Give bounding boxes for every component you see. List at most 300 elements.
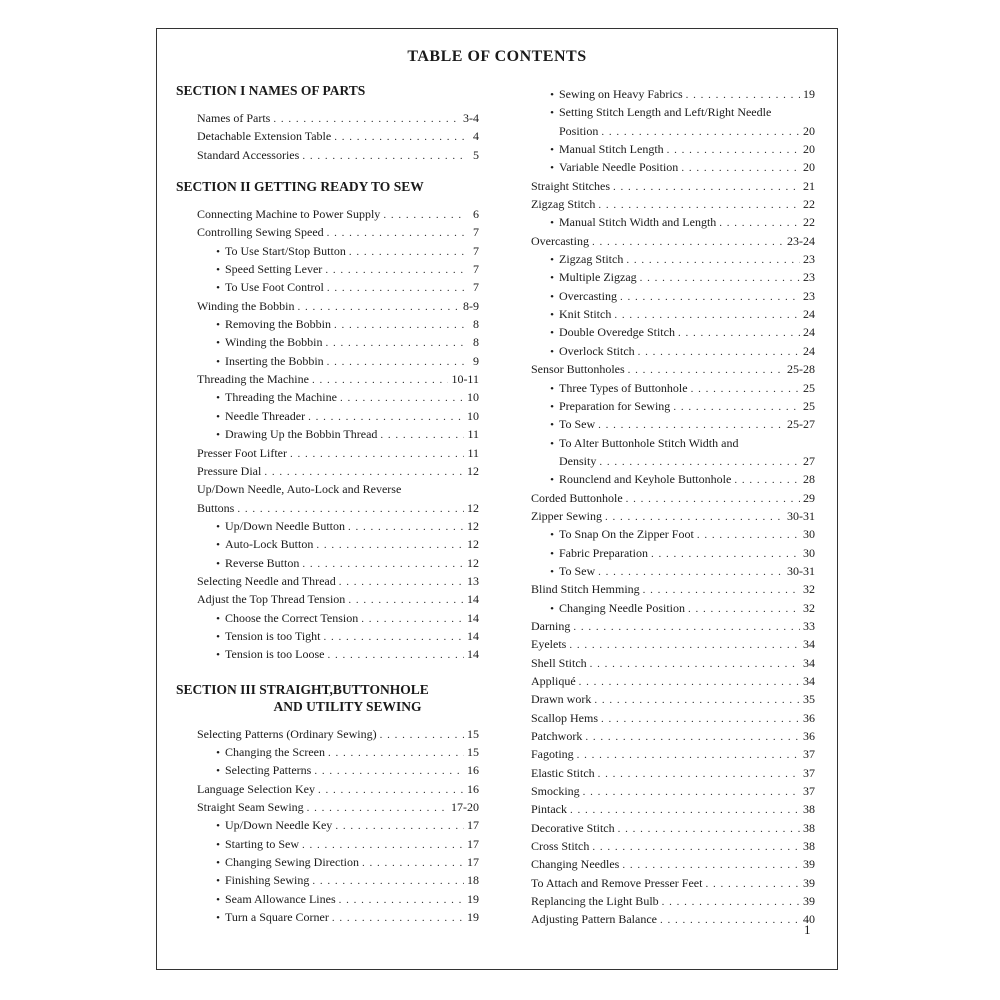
entry-page-number: 33 xyxy=(803,618,815,633)
section-entry-list xyxy=(176,110,479,165)
bullet-icon: • xyxy=(216,912,220,925)
dot-leader xyxy=(618,821,800,838)
toc-entry xyxy=(197,298,479,316)
dot-leader xyxy=(569,637,800,654)
toc-entry xyxy=(531,838,815,856)
dot-leader xyxy=(643,582,800,599)
entry-label: Rounclend and Keyhole Buttonhole xyxy=(559,472,732,487)
entry-label: Adjust the Top Thread Tension xyxy=(197,592,346,607)
toc-entry xyxy=(197,817,479,835)
bullet-icon: • xyxy=(550,107,554,120)
dot-leader xyxy=(605,509,784,526)
entry-label: Eyelets xyxy=(531,637,567,652)
entry-label: Straight Stitches xyxy=(531,178,610,193)
dot-leader xyxy=(328,745,464,762)
toc-entry xyxy=(197,147,479,165)
entry-label: Zigzag Stitch xyxy=(531,197,596,212)
dot-leader xyxy=(598,417,784,434)
entry-page-number: 25 xyxy=(803,380,815,395)
bullet-icon: • xyxy=(216,245,220,258)
bullet-icon: • xyxy=(216,893,220,906)
entry-label: Buttons xyxy=(197,500,235,515)
entry-label: To Alter Buttonhole Stitch Width and xyxy=(559,435,739,450)
section-entry-list xyxy=(176,726,479,928)
bullet-icon: • xyxy=(550,162,554,175)
toc-entry xyxy=(197,781,479,799)
entry-page-number: 12 xyxy=(467,518,479,533)
entry-label: Winding the Bobbin xyxy=(197,298,295,313)
entry-page-number: 38 xyxy=(803,802,815,817)
toc-entry xyxy=(197,646,479,664)
toc-entry xyxy=(531,380,815,398)
dot-leader xyxy=(237,501,464,518)
entry-label: Knit Stitch xyxy=(559,307,612,322)
toc-entry xyxy=(197,279,479,297)
toc-entry xyxy=(197,610,479,628)
entry-label: Threading the Machine xyxy=(197,372,309,387)
toc-entry xyxy=(531,453,815,471)
bullet-icon: • xyxy=(216,337,220,350)
entry-label: Selecting Patterns xyxy=(225,763,312,778)
toc-entry xyxy=(197,481,479,499)
entry-label: Setting Stitch Length and Left/Right Needle xyxy=(559,105,772,120)
dot-leader xyxy=(362,855,464,872)
dot-leader xyxy=(325,262,466,279)
dot-leader xyxy=(334,129,466,146)
entry-label: Starting to Sew xyxy=(225,836,299,851)
entry-page-number: 24 xyxy=(803,343,815,358)
dot-leader xyxy=(662,894,800,911)
toc-entry xyxy=(531,875,815,893)
entry-page-number: 12 xyxy=(467,537,479,552)
toc-entry xyxy=(531,673,815,691)
entry-label: Pintack xyxy=(531,802,567,817)
entry-page-number: 23-24 xyxy=(787,233,815,248)
dot-leader xyxy=(380,427,464,444)
entry-label: Smocking xyxy=(531,784,580,799)
toc-entry xyxy=(197,555,479,573)
entry-label: Fagoting xyxy=(531,747,574,762)
entry-page-number: 14 xyxy=(467,628,479,643)
entry-page-number: 14 xyxy=(467,592,479,607)
entry-page-number: 7 xyxy=(473,243,479,258)
toc-entry xyxy=(531,618,815,636)
bullet-icon: • xyxy=(550,327,554,340)
entry-label: To Attach and Remove Presser Feet xyxy=(531,875,703,890)
toc-entry xyxy=(197,872,479,890)
entry-label: Finishing Sewing xyxy=(225,873,310,888)
dot-leader xyxy=(592,839,800,856)
bullet-icon: • xyxy=(550,419,554,432)
dot-leader xyxy=(573,619,800,636)
dot-leader xyxy=(688,601,800,618)
entry-label: Double Overedge Stitch xyxy=(559,325,675,340)
toc-entry xyxy=(531,178,815,196)
entry-page-number: 11 xyxy=(467,427,479,442)
toc-entry xyxy=(531,746,815,764)
entry-label: Drawing Up the Bobbin Thread xyxy=(225,427,378,442)
dot-leader xyxy=(327,280,466,297)
bullet-icon: • xyxy=(550,345,554,358)
entry-page-number: 25 xyxy=(803,398,815,413)
entry-label: Winding the Bobbin xyxy=(225,335,323,350)
toc-entry xyxy=(531,710,815,728)
toc-entry xyxy=(197,463,479,481)
dot-leader xyxy=(673,399,800,416)
entry-page-number: 15 xyxy=(467,726,479,741)
dot-leader xyxy=(592,234,784,251)
toc-entry xyxy=(531,233,815,251)
entry-page-number: 23 xyxy=(803,270,815,285)
toc-entry xyxy=(197,316,479,334)
entry-page-number: 8-9 xyxy=(463,298,479,313)
entry-page-number: 38 xyxy=(803,820,815,835)
toc-entry xyxy=(531,123,815,141)
entry-label: Drawn work xyxy=(531,692,592,707)
dot-leader xyxy=(613,179,800,196)
entry-page-number: 9 xyxy=(473,353,479,368)
bullet-icon: • xyxy=(550,474,554,487)
entry-label: Up/Down Needle Button xyxy=(225,518,345,533)
entry-label: Patchwork xyxy=(531,729,583,744)
entry-label: Decorative Stitch xyxy=(531,820,615,835)
entry-page-number: 16 xyxy=(467,781,479,796)
entry-label: Overlock Stitch xyxy=(559,343,635,358)
dot-leader xyxy=(324,629,464,646)
bullet-icon: • xyxy=(216,820,220,833)
toc-entry xyxy=(531,86,815,104)
entry-page-number: 17 xyxy=(467,836,479,851)
entry-label: Elastic Stitch xyxy=(531,765,595,780)
entry-page-number: 6 xyxy=(473,207,479,222)
entry-page-number: 5 xyxy=(473,147,479,162)
entry-page-number: 34 xyxy=(803,674,815,688)
toc-entry xyxy=(531,343,815,361)
bullet-icon: • xyxy=(216,520,220,533)
dot-leader xyxy=(334,317,466,334)
entry-page-number: 35 xyxy=(803,692,815,707)
toc-entry xyxy=(531,324,815,342)
entry-page-number: 30-31 xyxy=(787,508,815,523)
entry-page-number: 39 xyxy=(803,875,815,890)
toc-entry xyxy=(197,536,479,554)
toc-entry xyxy=(197,206,479,224)
toc-entry xyxy=(197,408,479,426)
entry-label: Tension is too Loose xyxy=(225,647,325,662)
dot-leader xyxy=(678,325,800,342)
entry-page-number: 40 xyxy=(803,912,815,927)
toc-entry xyxy=(531,581,815,599)
bullet-icon: • xyxy=(216,857,220,870)
entry-page-number: 10-11 xyxy=(451,372,479,387)
entry-page-number: 3-4 xyxy=(463,111,479,125)
entry-page-number: 12 xyxy=(467,500,479,515)
entry-page-number: 20 xyxy=(803,160,815,175)
bullet-icon: • xyxy=(550,382,554,395)
entry-label: Overcasting xyxy=(559,288,617,303)
toc-entry xyxy=(531,820,815,838)
entry-page-number: 8 xyxy=(473,317,479,332)
toc-entry xyxy=(197,854,479,872)
bullet-icon: • xyxy=(550,309,554,322)
entry-page-number: 16 xyxy=(467,763,479,778)
entry-label: Preparation for Sewing xyxy=(559,398,671,413)
bullet-icon: • xyxy=(216,429,220,442)
entry-page-number: 10 xyxy=(467,390,479,405)
entry-label: Changing Needles xyxy=(531,857,620,872)
section-heading-text: SECTION II GETTING READY TO SEW xyxy=(176,179,424,195)
bullet-icon: • xyxy=(216,319,220,332)
entry-page-number: 28 xyxy=(803,472,815,487)
entry-label: Sewing on Heavy Fabrics xyxy=(559,87,683,101)
dot-leader xyxy=(314,763,464,780)
dot-leader xyxy=(328,647,465,664)
entry-label: Fabric Preparation xyxy=(559,545,648,560)
dot-leader xyxy=(638,344,800,361)
page-number: 1 xyxy=(804,922,811,937)
bullet-icon: • xyxy=(550,272,554,285)
toc-entry xyxy=(531,783,815,801)
toc-entry xyxy=(531,471,815,489)
entry-label: Multiple Zigzag xyxy=(559,270,637,285)
toc-entry xyxy=(531,691,815,709)
toc-entry xyxy=(531,563,815,581)
toc-entry xyxy=(197,371,479,389)
entry-page-number: 30-31 xyxy=(787,563,815,578)
entry-page-number: 7 xyxy=(473,280,479,295)
dot-leader xyxy=(361,611,464,628)
dot-leader xyxy=(660,912,800,929)
entry-page-number: 21 xyxy=(803,178,815,193)
bullet-icon: • xyxy=(550,144,554,157)
entry-label: Up/Down Needle Key xyxy=(225,818,333,833)
dot-leader xyxy=(339,892,464,909)
section-heading-line2: AND UTILITY SEWING xyxy=(273,698,422,714)
entry-page-number: 24 xyxy=(803,307,815,322)
toc-entry xyxy=(531,636,815,654)
dot-leader xyxy=(598,197,800,214)
bullet-icon: • xyxy=(216,557,220,570)
entry-page-number: 34 xyxy=(803,655,815,670)
toc-entry xyxy=(531,728,815,746)
toc-entry xyxy=(197,500,479,518)
entry-label: To Use Foot Control xyxy=(225,280,324,295)
bullet-icon: • xyxy=(216,539,220,552)
dot-leader xyxy=(290,446,464,463)
dot-leader xyxy=(273,111,460,128)
section-heading-text: SECTION I NAMES OF PARTS xyxy=(176,83,366,98)
dot-leader xyxy=(734,472,800,489)
toc-entry xyxy=(197,891,479,909)
dot-leader xyxy=(686,87,800,104)
entry-label: Selecting Needle and Thread xyxy=(197,573,336,588)
entry-label: Up/Down Needle, Auto-Lock and Reverse xyxy=(197,482,402,497)
toc-entry xyxy=(197,261,479,279)
toc-entry xyxy=(197,836,479,854)
entry-label: Seam Allowance Lines xyxy=(225,891,336,906)
toc-entry xyxy=(197,799,479,817)
dot-leader xyxy=(626,252,800,269)
entry-page-number: 17 xyxy=(467,818,479,833)
entry-label: Scallop Hems xyxy=(531,710,598,725)
bullet-icon: • xyxy=(216,612,220,625)
toc-entry xyxy=(531,600,815,618)
toc-entry xyxy=(531,655,815,673)
toc-entry xyxy=(197,628,479,646)
toc-entry xyxy=(531,196,815,214)
dot-leader xyxy=(326,335,466,352)
toc-entry xyxy=(197,389,479,407)
entry-page-number: 23 xyxy=(803,252,815,267)
dot-leader xyxy=(640,270,800,287)
toc-entry xyxy=(197,353,479,371)
right-entry-list xyxy=(531,86,815,930)
toc-entry xyxy=(531,104,815,122)
entry-label: Turn a Square Corner xyxy=(225,910,329,925)
dot-leader xyxy=(308,409,464,426)
dot-leader xyxy=(719,215,800,232)
toc-entry xyxy=(531,508,815,526)
dot-leader xyxy=(614,307,800,324)
dot-leader xyxy=(585,729,800,746)
dot-leader xyxy=(590,656,800,673)
dot-leader xyxy=(312,372,448,389)
dot-leader xyxy=(348,592,464,609)
entry-page-number: 11 xyxy=(467,445,479,460)
entry-page-number: 25-27 xyxy=(787,417,815,432)
entry-label: Threading the Machine xyxy=(225,390,337,405)
dot-leader xyxy=(339,574,464,591)
bullet-icon: • xyxy=(550,217,554,230)
entry-page-number: 34 xyxy=(803,637,815,652)
entry-label: Choose the Correct Tension xyxy=(225,610,359,625)
entry-page-number: 17-20 xyxy=(451,800,479,814)
toc-right-column xyxy=(531,86,815,930)
dot-leader xyxy=(598,564,784,581)
toc-entry xyxy=(197,762,479,780)
dot-leader xyxy=(601,711,800,728)
dot-leader xyxy=(651,546,800,563)
entry-label: Zigzag Stitch xyxy=(559,252,624,267)
dot-leader xyxy=(335,818,464,835)
page-title: TABLE OF CONTENTS xyxy=(407,48,587,65)
dot-leader xyxy=(302,837,464,854)
toc-entry xyxy=(197,726,479,744)
entry-page-number: 7 xyxy=(473,262,479,277)
entry-label: Tension is too Tight xyxy=(225,628,321,643)
toc-entry xyxy=(197,426,479,444)
entry-label: Standard Accessories xyxy=(197,147,300,162)
entry-page-number: 22 xyxy=(803,197,815,212)
bullet-icon: • xyxy=(216,410,220,423)
toc-entry xyxy=(197,591,479,609)
dot-leader xyxy=(298,299,460,316)
entry-page-number: 20 xyxy=(803,142,815,157)
dot-leader xyxy=(264,464,464,481)
dot-leader xyxy=(380,727,464,744)
toc-entry xyxy=(531,490,815,508)
dot-leader xyxy=(318,782,464,799)
dot-leader xyxy=(598,766,800,783)
toc-entry xyxy=(531,416,815,434)
entry-label: Language Selection Key xyxy=(197,781,315,796)
entry-label: Corded Buttonhole xyxy=(531,490,623,505)
toc-entry xyxy=(531,159,815,177)
bullet-icon: • xyxy=(550,602,554,615)
entry-label: Removing the Bobbin xyxy=(225,317,331,332)
entry-label: To Use Start/Stop Button xyxy=(225,243,346,258)
entry-label: Reverse Button xyxy=(225,555,300,570)
entry-page-number: 22 xyxy=(803,215,815,230)
toc-entry xyxy=(197,224,479,242)
entry-label: Variable Needle Position xyxy=(559,160,679,175)
bullet-icon: • xyxy=(550,254,554,267)
toc-entry xyxy=(531,435,815,453)
dot-leader xyxy=(697,527,800,544)
entry-label: Manual Stitch Length xyxy=(559,142,664,157)
entry-page-number: 30 xyxy=(803,527,815,542)
entry-page-number: 14 xyxy=(467,647,479,662)
entry-page-number: 12 xyxy=(467,463,479,478)
bullet-icon: • xyxy=(550,529,554,542)
bullet-icon: • xyxy=(216,649,220,662)
entry-page-number: 13 xyxy=(467,573,479,588)
toc-entry xyxy=(531,911,815,929)
toc-entry xyxy=(531,893,815,911)
entry-page-number: 37 xyxy=(803,765,815,780)
entry-label: Connecting Machine to Power Supply xyxy=(197,207,381,222)
section-entry-list xyxy=(176,206,479,665)
entry-label: Selecting Patterns (Ordinary Sewing) xyxy=(197,726,377,741)
bullet-icon: • xyxy=(216,875,220,888)
entry-page-number: 39 xyxy=(803,857,815,872)
toc-entry xyxy=(531,269,815,287)
entry-page-number: 27 xyxy=(803,453,815,468)
dot-leader xyxy=(691,381,800,398)
entry-page-number: 10 xyxy=(467,408,479,423)
toc-entry xyxy=(197,334,479,352)
toc-entry xyxy=(531,801,815,819)
entry-label: Sensor Buttonholes xyxy=(531,362,625,377)
bullet-icon: • xyxy=(216,765,220,778)
entry-label: Zipper Sewing xyxy=(531,508,602,523)
entry-label: Overcasting xyxy=(531,233,589,248)
entry-page-number: 12 xyxy=(467,555,479,570)
entry-page-number: 14 xyxy=(467,610,479,625)
dot-leader xyxy=(601,124,800,141)
toc-entry xyxy=(197,744,479,762)
entry-page-number: 37 xyxy=(803,784,815,799)
entry-page-number: 15 xyxy=(467,744,479,759)
entry-label: Needle Threader xyxy=(225,408,306,423)
dot-leader xyxy=(349,244,466,261)
entry-label: Controlling Sewing Speed xyxy=(197,225,324,240)
entry-page-number: 23 xyxy=(803,288,815,303)
section-heading-text: SECTION III STRAIGHT,BUTTONHOLE xyxy=(176,681,429,697)
dot-leader xyxy=(579,674,800,691)
entry-label: Appliqué xyxy=(531,674,576,688)
entry-label: Cross Stitch xyxy=(531,839,590,854)
toc-entry xyxy=(197,128,479,146)
dot-leader xyxy=(594,692,800,709)
dot-leader xyxy=(327,225,466,242)
toc-entry xyxy=(531,856,815,874)
entry-label: Changing Needle Position xyxy=(559,600,685,615)
toc-entry xyxy=(531,288,815,306)
bullet-icon: • xyxy=(550,89,554,101)
section-heading xyxy=(176,82,479,99)
bullet-icon: • xyxy=(216,838,220,851)
